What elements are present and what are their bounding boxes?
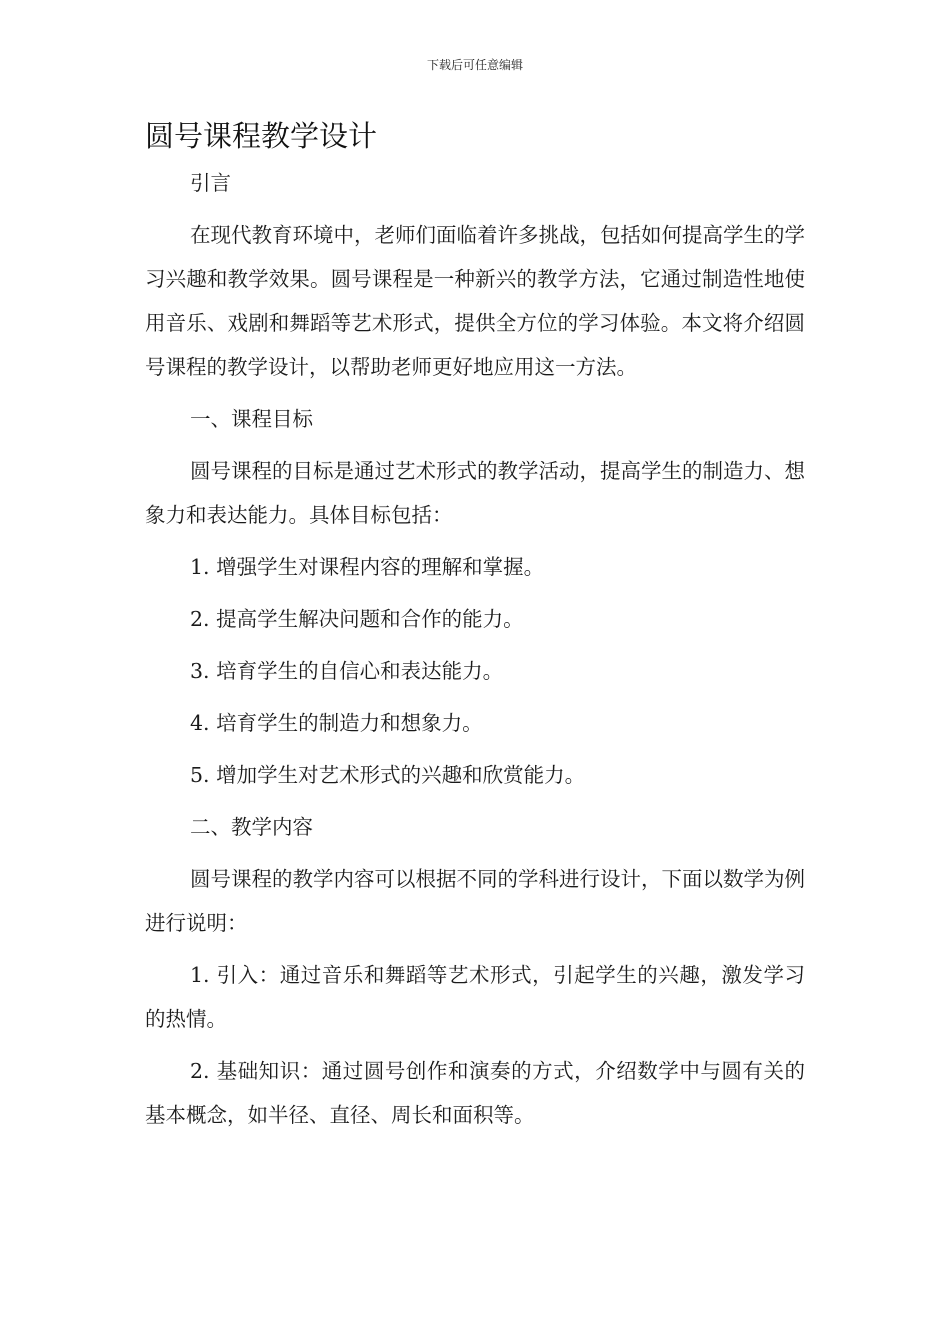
list-item-content-1: 1. 引入：通过音乐和舞蹈等艺术形式，引起学生的兴趣，激发学习的热情。 — [145, 963, 805, 1031]
page-header-note: 下载后可任意编辑 — [426, 58, 523, 72]
paragraph-content: 圆号课程的教学内容可以根据不同的学科进行设计，下面以数学为例进行说明： — [145, 867, 805, 935]
list-item-goal-5: 5. 增加学生对艺术形式的兴趣和欣赏能力。 — [190, 763, 586, 787]
list-item-content-2: 2. 基础知识：通过圆号创作和演奏的方式，介绍数学中与圆有关的基本概念，如半径、直径、周长和面积等。 — [145, 1059, 805, 1127]
document-title: 圆号课程教学设计 — [145, 119, 378, 153]
list-item-goal-1: 1. 增强学生对课程内容的理解和掌握。 — [190, 555, 545, 579]
paragraph-goals: 圆号课程的目标是通过艺术形式的教学活动，提高学生的制造力、想象力和表达能力。具体目标包括： — [145, 459, 805, 527]
section-heading-goals: 一、课程目标 — [190, 407, 313, 431]
document-body — [145, 161, 805, 1145]
list-item-goal-3: 3. 培育学生的自信心和表达能力。 — [190, 659, 504, 683]
section-heading-content: 二、教学内容 — [190, 815, 313, 839]
list-item-goal-2: 2. 提高学生解决问题和合作的能力。 — [190, 607, 524, 631]
section-heading-intro: 引言 — [190, 171, 231, 195]
paragraph-intro: 在现代教育环境中，老师们面临着许多挑战，包括如何提高学生的学习兴趣和教学效果。圆号课程是一种新兴的教学方法，它通过制造性地使用音乐、戏剧和舞蹈等艺术形式，提供全方位的学习体验。本文将介绍圆号课程的教学设计，以帮助老师更好地应用这一方法。 — [145, 223, 805, 379]
list-item-goal-4: 4. 培育学生的制造力和想象力。 — [190, 711, 483, 735]
